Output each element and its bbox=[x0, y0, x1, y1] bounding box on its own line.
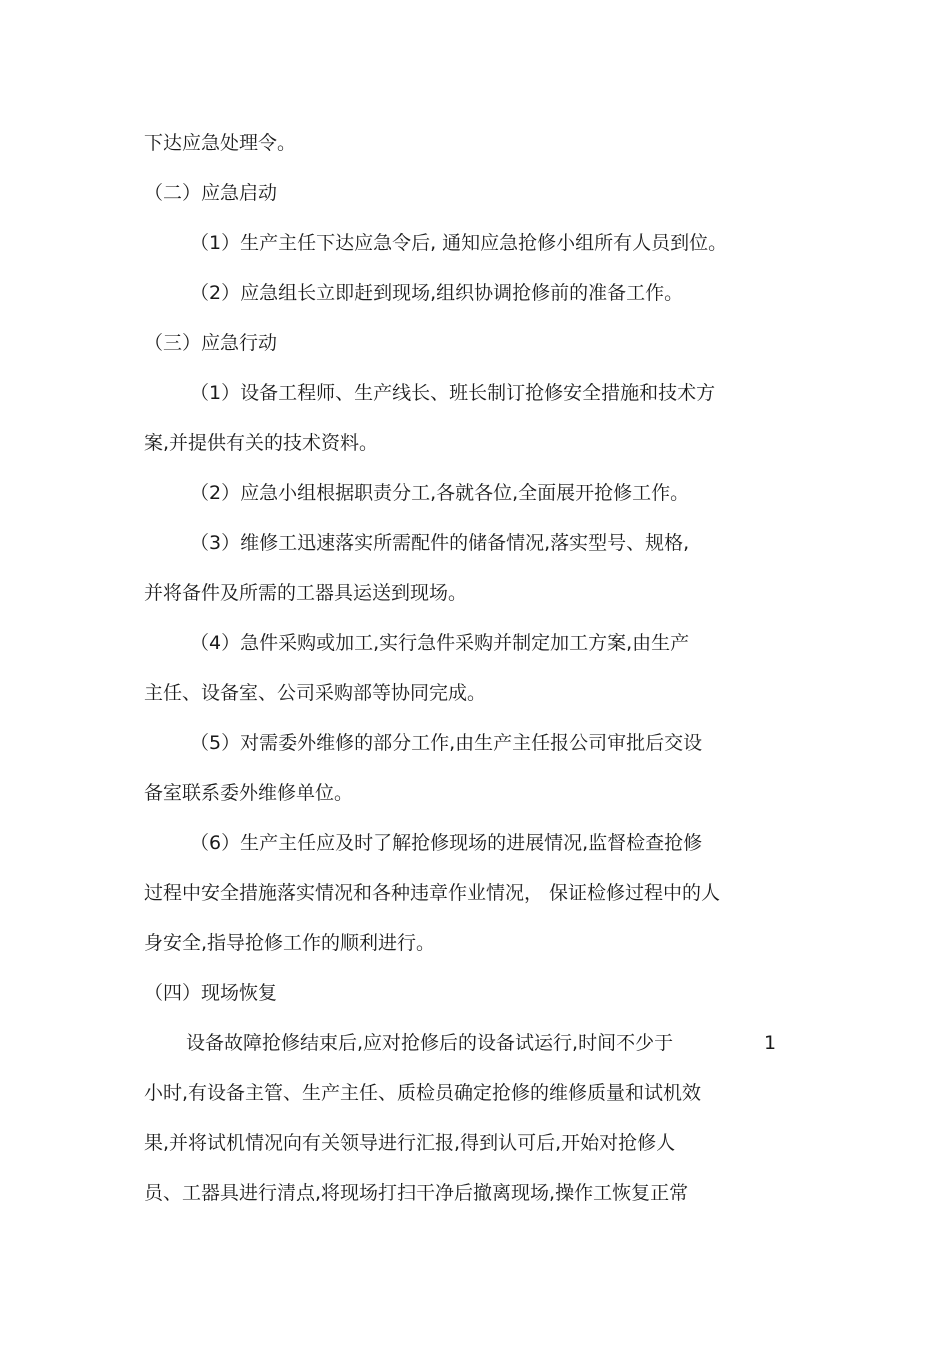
section-heading: （三）应急行动 bbox=[144, 332, 278, 354]
paragraph-line: （1）生产主任下达应急令后, 通知应急抢修小组所有人员到位。 bbox=[190, 232, 728, 254]
paragraph-line: 备室联系委外维修单位。 bbox=[144, 782, 354, 804]
paragraph-line: 员、工器具进行清点,将现场打扫干净后撤离现场,操作工恢复正常 bbox=[144, 1182, 689, 1204]
paragraph-line: 身安全,指导抢修工作的顺利进行。 bbox=[144, 932, 436, 954]
paragraph-line: 主任、设备室、公司采购部等协同完成。 bbox=[144, 682, 487, 704]
paragraph-line: （5）对需委外维修的部分工作,由生产主任报公司审批后交设 bbox=[190, 732, 703, 754]
section-heading: （二）应急启动 bbox=[144, 182, 278, 204]
paragraph-line: 小时,有设备主管、生产主任、质检员确定抢修的维修质量和试机效 bbox=[144, 1082, 702, 1104]
paragraph-line: （1）设备工程师、生产线长、班长制订抢修安全措施和技术方 bbox=[190, 382, 716, 404]
paragraph-line: （2）应急小组根据职责分工,各就各位,全面展开抢修工作。 bbox=[190, 482, 690, 504]
paragraph-line: （2）应急组长立即赶到现场,组织协调抢修前的准备工作。 bbox=[190, 282, 684, 304]
paragraph-line: （4）急件采购或加工,实行急件采购并制定加工方案,由生产 bbox=[190, 632, 690, 654]
paragraph-line: 并将备件及所需的工器具运送到现场。 bbox=[144, 582, 468, 604]
paragraph-line: 下达应急处理令。 bbox=[144, 132, 297, 154]
paragraph-line: 案,并提供有关的技术资料。 bbox=[144, 432, 379, 454]
paragraph-line: 过程中安全措施落实情况和各种违章作业情况， 保证检修过程中的人 bbox=[144, 882, 721, 904]
section-heading: （四）现场恢复 bbox=[144, 982, 278, 1004]
paragraph-line: 果,并将试机情况向有关领导进行汇报,得到认可后,开始对抢修人 bbox=[144, 1132, 676, 1154]
paragraph-line: 设备故障抢修结束后,应对抢修后的设备试运行,时间不少于 bbox=[186, 1032, 674, 1054]
paragraph-number: 1 bbox=[764, 1032, 777, 1054]
paragraph-line: （3）维修工迅速落实所需配件的储备情况,落实型号、规格, bbox=[190, 532, 690, 554]
paragraph-line: （6）生产主任应及时了解抢修现场的进展情况,监督检查抢修 bbox=[190, 832, 703, 854]
